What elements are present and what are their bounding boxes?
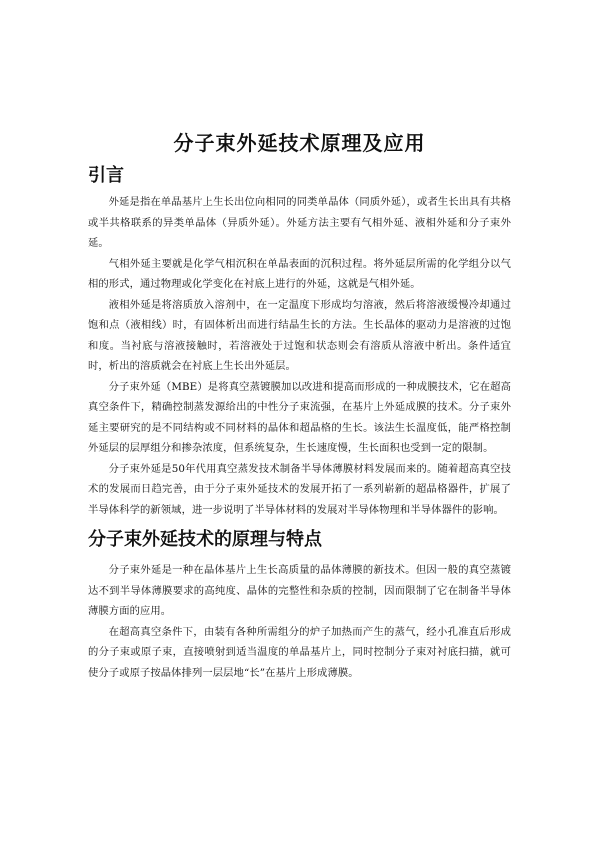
paragraph: 分子束外延是50年代用真空蒸发技术制备半导体薄膜材料发展而来的。随着超高真空技术的发展而日趋完善，由于分子束外延技术的发展开拓了一系列崭新的超晶格器件，扩展了半导体科学的新领域，进一步说明了半导体材料的发展对半导体物理和半导体器件的影响。 bbox=[88, 462, 511, 516]
section-introduction bbox=[88, 162, 511, 520]
document-title: 分子束外延技术原理及应用 bbox=[173, 131, 426, 155]
paragraph: 分子束外延是一种在晶体基片上生长高质量的晶体薄膜的新技术。但因一般的真空蒸镀达不到半导体薄膜要求的高纯度、晶体的完整性和杂质的控制，因而限制了它在制备半导体薄膜方面的应用。 bbox=[88, 564, 511, 617]
paragraph: 在超高真空条件下，由装有各种所需组分的炉子加热而产生的蒸气，经小孔准直后形成的分子束或原子束，直接喷射到适当温度的单晶基片上，同时控制分子束对衬底扫描，就可使分子或原子按晶体排列一层层地“长”在基片上形成薄膜。 bbox=[88, 625, 511, 679]
section-heading-introduction: 引言 bbox=[88, 165, 124, 186]
section-principles bbox=[88, 526, 511, 683]
paragraph: 液相外延是将溶质放入溶剂中，在一定温度下形成均匀溶液，然后将溶液缓慢冷却通过饱和点（液相线）时，有固体析出而进行结晶生长的方法。生长晶体的驱动力是溶液的过饱和度。当衬底与溶液接触时，若溶液处于过饱和状态则会有溶质从溶液中析出。条件适宜时，析出的溶质就会在衬底上生长出外延层。 bbox=[88, 298, 511, 372]
section-heading-principles: 分子束外延技术的原理与特点 bbox=[88, 529, 322, 550]
paragraph: 外延是指在单晶基片上生长出位向相同的同类单晶体（同质外延），或者生长出具有共格或半共格联系的异类单晶体（异质外延）。外延方法主要有气相外延、液相外延和分子束外延。 bbox=[88, 196, 511, 249]
paragraph: 气相外延主要就是化学气相沉积在单晶表面的沉积过程。将外延层所需的化学组分以气相的形式，通过物理或化学变化在衬底上进行的外延，这就是气相外延。 bbox=[88, 257, 511, 290]
paragraph: 分子束外延（MBE）是将真空蒸镀膜加以改进和提高而形成的一种成膜技术，它在超高真空条件下，精确控制蒸发源给出的中性分子束流强，在基片上外延成膜的技术。分子束外延主要研究的是不同结构或不同材料的晶体和超晶格的生长。该法生长温度低，能严格控制外延层的层厚组分和掺杂浓度，但系统复杂，生长速度慢，生长面积也受到一定的限制。 bbox=[88, 380, 511, 454]
